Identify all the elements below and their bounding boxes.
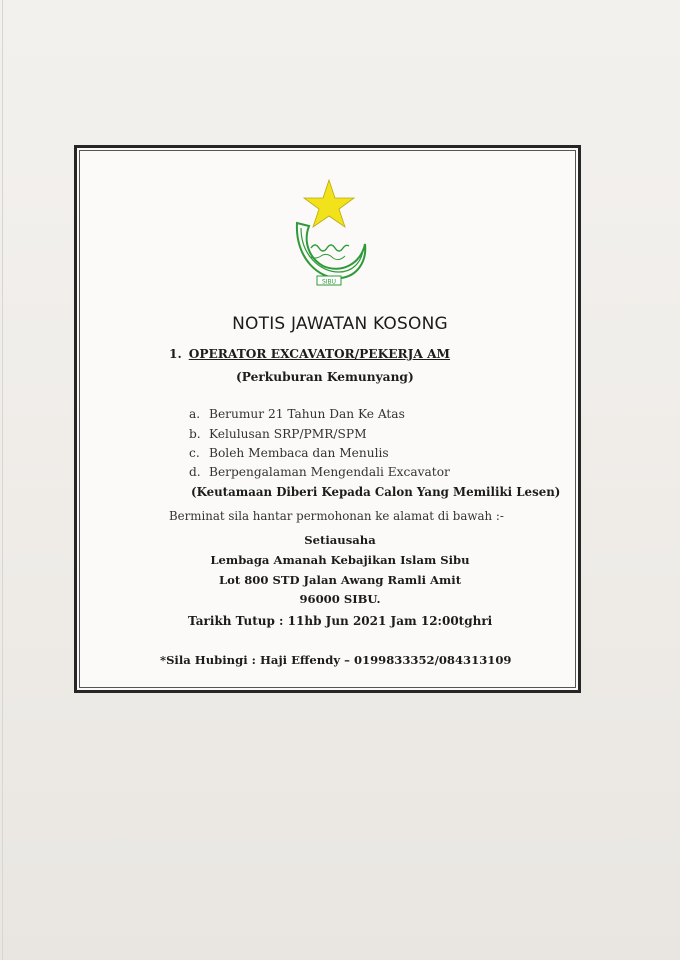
requirement-text: Berumur 21 Tahun Dan Ke Atas	[209, 407, 405, 421]
requirement-letter: d.	[189, 465, 201, 479]
address-street: Lot 800 STD Jalan Awang Ramli Amit	[218, 573, 462, 587]
address-recipient: Setiausaha	[304, 533, 376, 547]
address-organization: Lembaga Amanah Kebajikan Islam Sibu	[210, 553, 470, 567]
requirement-item	[189, 427, 367, 441]
requirement-letter: b.	[189, 427, 201, 441]
position-location: (Perkuburan Kemunyang)	[236, 370, 414, 384]
notice-title: NOTIS JAWATAN KOSONG	[232, 314, 448, 334]
crest-logo	[289, 178, 369, 293]
apply-instructions: Berminat sila hantar permohonan ke alamat di bawah :-	[169, 509, 504, 523]
position-name: OPERATOR EXCAVATOR/PEKERJA AM	[188, 347, 451, 361]
position-heading	[169, 347, 450, 361]
requirement-text: Boleh Membaca dan Menulis	[209, 446, 389, 460]
crest-banner-text: SIBU	[321, 278, 337, 286]
paper-edge	[2, 0, 3, 960]
requirement-text: Berpengalaman Mengendali Excavator	[209, 465, 450, 479]
requirement-text: Kelulusan SRP/PMR/SPM	[209, 427, 367, 441]
closing-date: Tarikh Tutup : 11hb Jun 2021 Jam 12:00tghri	[188, 614, 493, 628]
requirement-item	[189, 407, 405, 421]
requirement-item	[189, 446, 389, 460]
requirement-item	[189, 465, 450, 479]
contact-info: *Sila Hubingi : Haji Effendy – 0199833352/084313109	[160, 653, 512, 667]
requirement-letter: c.	[189, 446, 200, 460]
address-city: 96000 SIBU.	[299, 592, 381, 606]
position-number: 1.	[169, 347, 182, 361]
requirement-letter: a.	[189, 407, 201, 421]
priority-note: (Keutamaan Diberi Kepada Calon Yang Memiliki Lesen)	[191, 485, 561, 499]
